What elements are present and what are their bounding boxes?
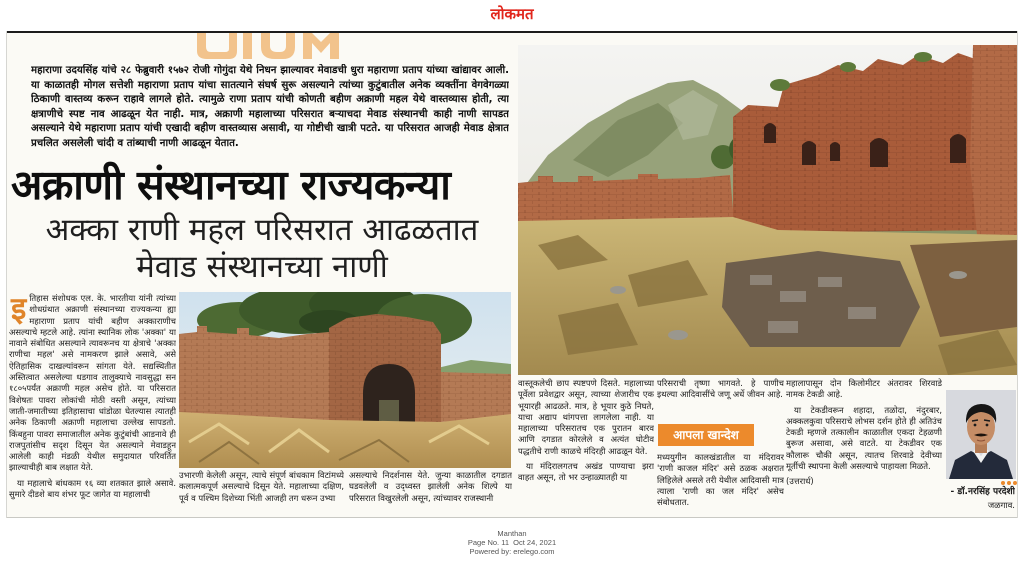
body-column-1: [9, 293, 176, 514]
column-5-paragraph-2: मध्ययुगीन कालखंडातील या मंदिरावर 'राणी काजल मंदिर' असे ठळक अक्षरात लिहिलेले असले तरी येथील आदिवासी मात्र त्याला 'राणी का जल मंदिर' असेच संबोधतात.: [657, 452, 784, 508]
subheadline-line-1: अक्का राणी महल परिसरात आढळतात: [45, 212, 479, 248]
footer-page-info: Page No. 11 Oct 24, 2021: [467, 538, 557, 547]
column-6-continued-note: (उत्तरार्ध): [786, 476, 814, 487]
footer-powered-by: Powered by: erelego.com: [469, 547, 555, 556]
body-column-4: [518, 378, 654, 514]
column-1-paragraph-1: [9, 293, 176, 474]
author-photo: [946, 390, 1016, 479]
author-name: - डॉ.नरसिंह परदेशी: [950, 487, 1015, 497]
top-rule: [7, 31, 1018, 33]
page-bottom-edge: [7, 517, 1018, 518]
article-headline: अक्राणी संस्थानच्या राज्यकन्या: [11, 161, 451, 209]
palace-ruins-photo: [518, 45, 1017, 375]
newspaper-page[interactable]: [6, 31, 1018, 518]
body-column-5-top: [657, 378, 784, 422]
article-subheadline: [11, 212, 513, 288]
column-1-paragraph-2: या महालाचे बांधकाम १६ व्या शतकात झाले असावे. सुमारे दीडशे बाय शंभर फूट जागेत या महालाची: [9, 477, 176, 500]
column-3-paragraph: असल्याचे निदर्शनास येते. जुन्या काळातील दगडात घडवलेली व उद्ध्वस्त झालेली अनेक शिल्पे या परिसरात विखुरलेली असून, त्यांच्यावर राजस्थानी: [349, 470, 512, 503]
column-6-paragraph-1: महालापासून दोन किलोमीटर अंतरावर शिरवाडे नामक टेकडी आहे.: [786, 378, 942, 400]
body-column-3: [349, 470, 512, 514]
lokmat-logo: लोकमत: [490, 5, 534, 23]
subheadline-line-2: मेवाड संस्थानच्या नाणी: [136, 249, 388, 285]
column-2-paragraph: उभारणी केलेली असून, त्याचे संपूर्ण बांधकाम विटांमध्ये कलात्मकपूर्ण असल्याचे दिसून येते. महालाच्या दक्षिण, पूर्व व पश्चिम दिशेच्या भिंती आजही तग धरून उभ्या: [179, 470, 344, 503]
article-intro: महाराणा उदयसिंह यांचे २८ फेब्रुवारी १५७२ रोजी गोगुंदा येथे निधन झाल्यावर मेवाडची धुरा महाराणा प्रताप यांच्या खांद्यावर आली. या काळातही मोगल सत्तेशी महाराणा प्रताप यांचा सातत्याने संघर्ष सुरू असल्याने त्यांच्या कुटुंबातील अनेक व्यक्तींना वेगवेगळ्या ठिकाणी वास्तव्य करून राहावे लागले होते. त्यामुळे राणा प्रताप यांची कोणती बहीण अक्राणी महल येथे वास्तव्यास होती, त्या क्षत्राणीचे स्पष्ट नाव आढळून येत नाही. मात्र, अक्राणी महालाच्या परिसरात बऱ्याचदा मेवाड संस्थानची काही नाणी सापडत असल्याने येथे महाराणा प्रताप यांची एखादी बहीण वास्तव्यास असावी, या गोष्टीची खात्री पटते. या परिसरात आजही मेवाड क्षेत्रात प्रचलित असलेली चांदी व तांब्याची नाणी आढळून येतात.: [31, 65, 509, 149]
section-masthead-graphic: [191, 33, 341, 60]
section-box-label: आपला खान्देश: [658, 424, 754, 446]
footer-edition: Manthan: [497, 529, 527, 538]
column-4-paragraph-1: वास्तूकलेची छाप स्पष्टपणे दिसते. महालाच्या पूर्वेला प्रवेशद्वार असून, त्याच्या शेजारीच एक भूयारही आढळते. मात्र, हे भूयार कुठे निघते, याचा अद्याप थांगपत्ता लागलेला नाही. या महालाच्या परिसरातच एक पुरातन बारव आणि दगडात कोरलेले व अत्यंत घोटीव पद्धतीचे राणी काळचे मंदिरही आढळून येते.: [518, 378, 654, 456]
column-5-paragraph-1: परिसराची तृष्णा भागवते. हे पाणीच इथल्या आदिवासींचे जणू अर्धे जीवन आहे.: [657, 378, 784, 400]
column-1-paragraph-1-text: तिहास संशोधक एल. के. भारतीया यांनी त्यांच्या शोधग्रंथात अक्राणी संस्थानच्या राज्यकन्या ह्या महाराणा प्रताप यांची बहीण अक्काराणीच असल्याचे म्हटले आहे. त्यांना स्थानिक लोक 'अक्का' या नावाने संबोधित असल्याने त्यावरूनच या क्षेत्राचे 'अक्का राणीचा महल' असे नामकरण झाले असावे, असे ऐतिहासिक दाखल्यांवरून सांगता येते. सद्यस्थितीत अस्तित्वात असलेल्या धडगाव तालुक्याचे नावसुद्धा सन १८०५पर्यंत अक्राणी महल असेच होते. या परिसरात विशेषतः पावरा लोकांची मोठी वस्ती असून, त्यांच्या जाती-जमातीच्या इतिहासाचा धांडोळा घेतल्यास त्यातही अनेक ठिकाणी अक्राणी महालाचा उल्लेख सापडतो. किंबहुना पावरा समाजातील अनेक कुटुंबांची आडनावे ही राजपुतांसीच सदृश दिसून येत असल्याने मेवाडहून आलेली काही मंडळी येथील समुदायात परिवर्तित झाल्याचीही बाब लक्षात येते.: [9, 293, 176, 473]
drop-cap: इ: [11, 293, 27, 327]
fort-wall: [518, 174, 734, 225]
body-column-5-bottom: [657, 452, 784, 514]
fort-gate-photo: [179, 292, 511, 468]
author-place: जळगाव.: [987, 501, 1015, 511]
column-6-paragraph-2: या टेकडीवरून शहादा, तळोदा, नंदुरबार, अक्कलकुवा परिसराचे लोभस दर्शन होते ही अतिउंच टेकडी म्हणजे तत्कालीन काळातील एकदा टेहळणी बुरूज असावा, असे वाटते. या टेकडीवर एक कौलारू चौकी असून, त्यातच शिरवाडे देवीच्या मूर्तीची स्थापना केली असल्याचे पाहायला मिळते.: [786, 404, 942, 472]
body-column-2: [179, 470, 344, 514]
column-4-paragraph-2: या मंदिरालगतच अखंड पाण्याचा झरा वाहत असून, तो भर उन्हाळ्यातही या: [518, 461, 654, 483]
stone-wall: [722, 251, 920, 347]
